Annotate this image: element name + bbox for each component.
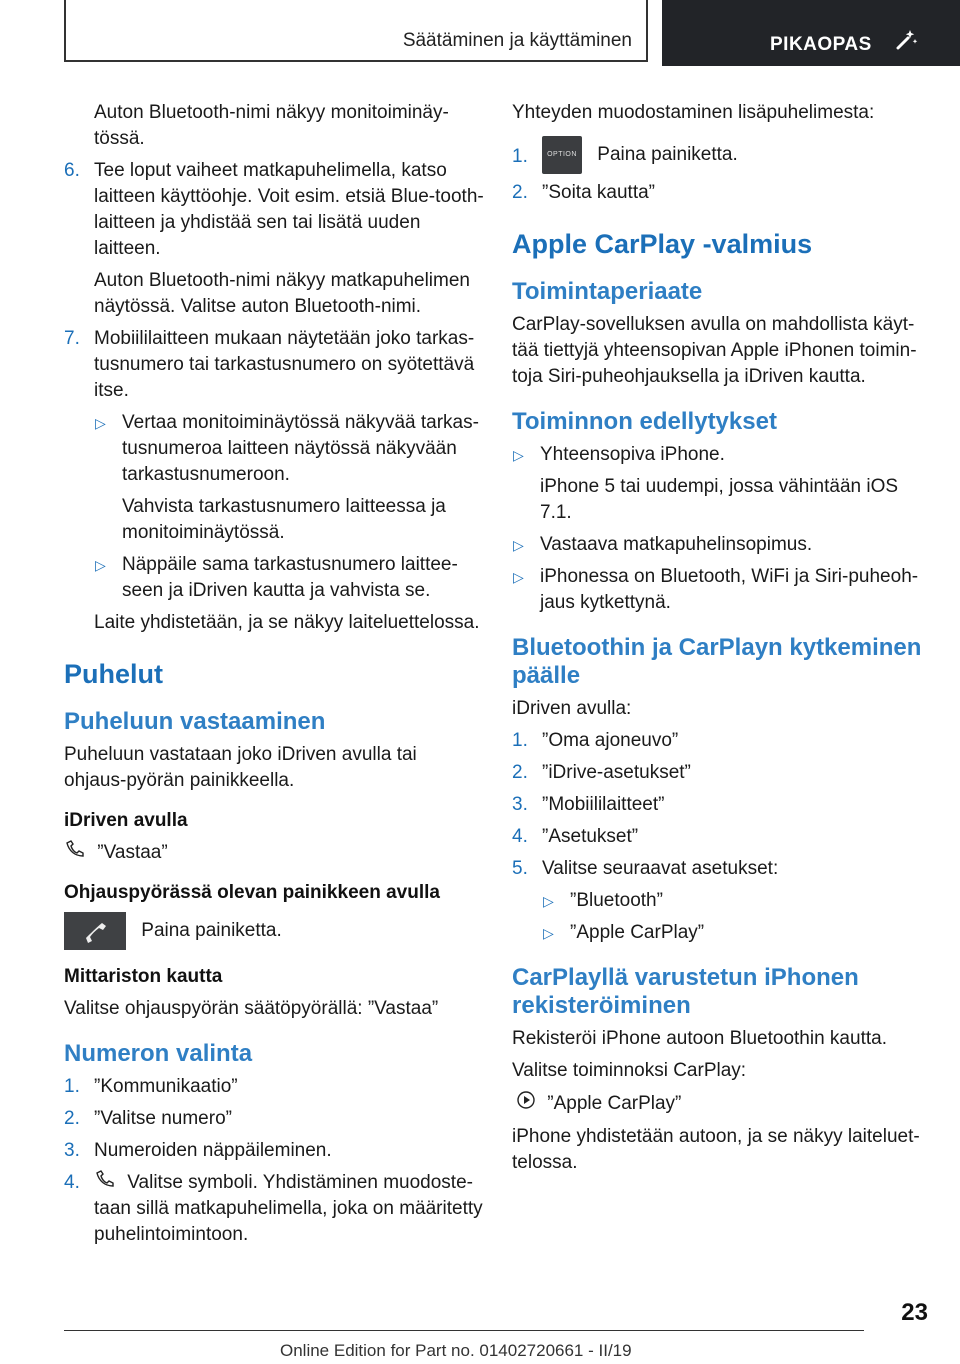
paragraph: Puheluun vastataan joko iDriven avulla tai ohjaus-pyörän painikkeella. xyxy=(64,744,417,791)
dial-step-2 xyxy=(64,1106,484,1132)
bullet-text: iPhonessa on Bluetooth, WiFi ja Siri-puheoh-jaus kytkettynä. xyxy=(540,566,919,613)
triangle-bullet-icon: ▷ xyxy=(513,447,524,463)
heading-dial: Numeron valinta xyxy=(64,1040,253,1068)
triangle-bullet-icon: ▷ xyxy=(95,415,106,431)
bullet-text: Yhteensopiva iPhone. xyxy=(540,444,725,465)
extra-step-2 xyxy=(512,180,924,206)
step-number: 4. xyxy=(512,826,528,847)
step-number: 2. xyxy=(512,762,528,783)
heading-principle: Toimintaperiaate xyxy=(512,278,703,305)
footer-edition: Online Edition for Part no. 01402720661 - II/19 xyxy=(280,1341,632,1360)
triangle-bullet-icon: ▷ xyxy=(95,557,106,573)
idrive-answer-row xyxy=(64,840,484,866)
paragraph: CarPlay-sovelluksen avulla on mahdollista käyt-tää tiettyjä yhteensopivan Apple iPhonen toimin-toja Siri-puheohjauksella ja iDriven kautta. xyxy=(512,314,917,387)
bullet-note: Vahvista tarkastusnumero laitteessa ja monitoiminäytössä. xyxy=(122,496,446,543)
heading-idrive: iDriven avulla xyxy=(64,810,188,831)
option-button-icon: OPTION xyxy=(542,136,582,174)
step-number: 3. xyxy=(512,794,528,815)
extra-step-1 xyxy=(512,136,924,174)
step-text: ”Oma ajoneuvo” xyxy=(542,730,679,751)
phone-icon xyxy=(64,840,86,866)
guide-label: PIKAOPAS xyxy=(770,34,872,55)
bullet-text: ”Bluetooth” xyxy=(570,890,663,911)
bullet-item xyxy=(542,888,924,914)
page-number: 23 xyxy=(901,1299,928,1326)
press-button-text: Paina painiketta. xyxy=(141,920,282,942)
dial-step-4 xyxy=(64,1170,484,1248)
bullet-item xyxy=(512,564,924,616)
register-item-text: ”Apple CarPlay” xyxy=(547,1093,682,1115)
step-number: 1. xyxy=(64,1076,80,1098)
step-text: ”iDrive-asetukset” xyxy=(542,762,691,783)
step-text: Valitse symboli. Yhdistäminen muodoste-taan sillä matkapuhelimella, joka on määritetty puhelintoimintoon. xyxy=(94,1172,483,1246)
step-text: Valitse seuraavat asetukset: xyxy=(542,858,779,879)
paragraph: Valitse ohjauspyörän säätöpyörällä: ”Vastaa” xyxy=(64,998,439,1020)
paragraph: Yhteyden muodostaminen lisäpuhelimesta: xyxy=(512,102,875,123)
right-column xyxy=(512,100,924,1182)
dial-step-1 xyxy=(64,1074,484,1100)
step-text: Mobiililaitteen mukaan näytetään joko tarkas-tusnumero tai tarkastusnumero on syötettävä itse. xyxy=(94,328,475,401)
step-text: ”Asetukset” xyxy=(542,826,639,847)
enable-step-5 xyxy=(512,856,924,882)
answer-label: ”Vastaa” xyxy=(97,842,168,864)
dial-step-3 xyxy=(64,1138,484,1164)
paragraph: iDriven avulla: xyxy=(512,698,632,719)
bullet-text: ”Apple CarPlay” xyxy=(570,922,705,943)
bullet-item xyxy=(542,920,924,946)
step-text: ”Kommunikaatio” xyxy=(94,1076,238,1098)
heading-register: CarPlayllä varustetun iPhonen rekisteröiminen xyxy=(512,964,859,1019)
heading-carplay: Apple CarPlay -valmius xyxy=(512,229,813,259)
play-circle-icon xyxy=(516,1090,536,1118)
section-title: Säätäminen ja käyttäminen xyxy=(64,0,648,62)
step-text: ”Mobiililaitteet” xyxy=(542,794,665,815)
bullet-text: Vastaava matkapuhelinsopimus. xyxy=(540,534,813,555)
step-6 xyxy=(64,158,484,262)
bullet-text: Näppäile sama tarkastusnumero laittee-seen ja iDriven kautta ja vahvista se. xyxy=(122,554,458,601)
triangle-bullet-icon: ▷ xyxy=(513,569,524,585)
heading-wheel-button: Ohjauspyörässä olevan painikkeen avulla xyxy=(64,882,440,904)
step-number: 4. xyxy=(64,1172,80,1194)
heading-answer: Puheluun vastaaminen xyxy=(64,708,326,735)
step-number: 6. xyxy=(64,160,80,181)
bullet-item xyxy=(512,442,924,468)
heading-cluster: Mittariston kautta xyxy=(64,966,223,988)
bullet-item xyxy=(94,552,484,604)
guide-tab xyxy=(662,0,960,66)
page-header xyxy=(0,0,960,66)
step-7 xyxy=(64,326,484,404)
magic-wand-icon xyxy=(896,28,918,58)
paragraph: Valitse toiminnoksi CarPlay: xyxy=(512,1060,747,1081)
step-note: Auton Bluetooth-nimi näkyy matkapuhelimen näytössä. Valitse auton Bluetooth-nimi. xyxy=(94,270,470,317)
bullet-item xyxy=(94,410,484,488)
heading-enable: Bluetoothin ja CarPlayn kytkeminen päälle xyxy=(512,634,922,689)
register-item-row xyxy=(512,1090,924,1118)
step-number: 7. xyxy=(64,328,80,349)
step-number: 1. xyxy=(512,146,528,167)
phone-icon xyxy=(94,1170,116,1196)
triangle-bullet-icon: ▷ xyxy=(513,537,524,553)
step-text: Numeroiden näppäileminen. xyxy=(94,1140,332,1162)
enable-step-1 xyxy=(512,728,924,754)
step-number: 2. xyxy=(512,182,528,203)
triangle-bullet-icon: ▷ xyxy=(543,925,554,941)
heading-requirements: Toiminnon edellytykset xyxy=(512,408,777,435)
step-text: Tee loput vaiheet matkapuhelimella, katso laitteen käyttöohje. Voit esim. etsiä Blue-tooth-laitteen ja yhdistää sen tai lisätä uuden laitteen. xyxy=(94,160,484,259)
paragraph: Auton Bluetooth-nimi näkyy monitoiminäy-tössä. xyxy=(94,102,449,149)
paragraph: Rekisteröi iPhone autoon Bluetoothin kautta. xyxy=(512,1028,887,1049)
bullet-note: iPhone 5 tai uudempi, jossa vähintään iOS 7.1. xyxy=(540,476,899,523)
paragraph: Laite yhdistetään, ja se näkyy laiteluettelossa. xyxy=(94,612,480,633)
enable-step-4 xyxy=(512,824,924,850)
bullet-text: Vertaa monitoiminäytössä näkyvää tarkas-tusnumeroa laitteen näytössä näkyvään tarkastusnumeroon. xyxy=(122,412,479,485)
step-text: ”Valitse numero” xyxy=(94,1108,232,1130)
paragraph: iPhone yhdistetään autoon, ja se näkyy laiteluet-telossa. xyxy=(512,1126,920,1173)
step-number: 2. xyxy=(64,1108,80,1130)
footer-divider xyxy=(64,1330,864,1331)
step-number: 1. xyxy=(512,730,528,751)
step-number: 5. xyxy=(512,858,528,879)
step-text: Paina painiketta. xyxy=(597,144,738,166)
enable-step-2 xyxy=(512,760,924,786)
heading-calls: Puhelut xyxy=(64,659,163,689)
step-number: 3. xyxy=(64,1140,80,1162)
enable-step-3 xyxy=(512,792,924,818)
left-column xyxy=(64,100,484,1254)
triangle-bullet-icon: ▷ xyxy=(543,893,554,909)
bullet-item xyxy=(512,532,924,558)
phone-button-row xyxy=(64,912,484,950)
steering-phone-button-icon xyxy=(64,912,126,950)
step-text: ”Soita kautta” xyxy=(542,182,655,203)
